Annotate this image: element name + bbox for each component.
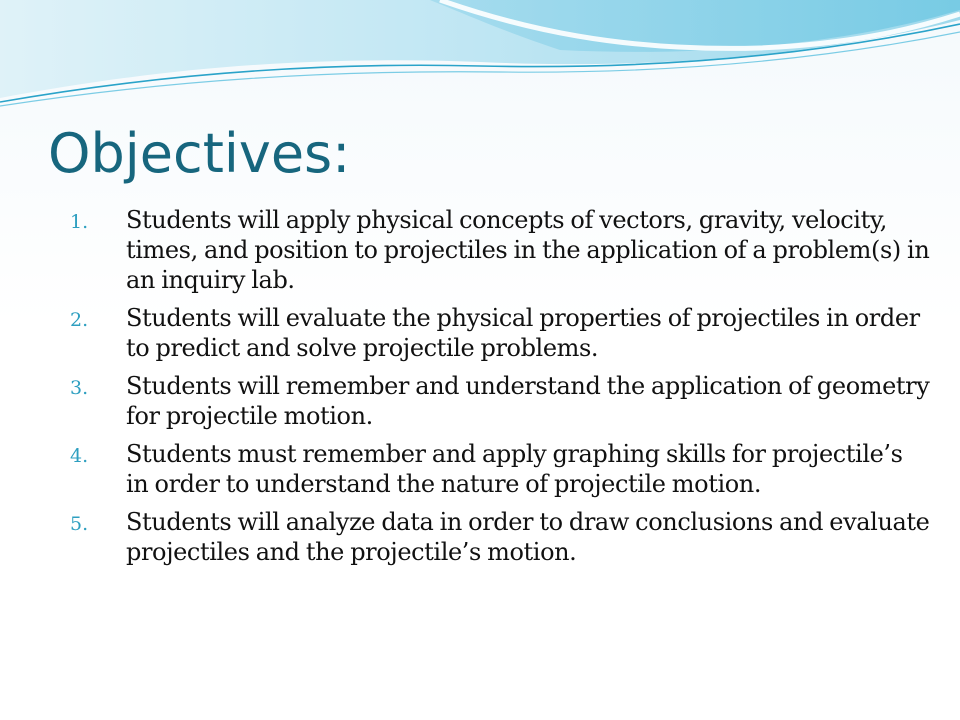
- objective-text: Students will remember and understand the application of geometry for projectile motion.: [126, 372, 930, 430]
- objectives-list: [70, 205, 930, 575]
- objective-item: [70, 439, 930, 499]
- objective-text: Students will apply physical concepts of vectors, gravity, velocity, times, and position to projectiles in the application of a problem(s) in an inquiry lab.: [126, 206, 930, 294]
- slide-title: Objectives:: [48, 122, 351, 185]
- objective-text: Students must remember and apply graphing skills for projectile’s in order to understand the nature of projectile motion.: [126, 440, 903, 498]
- objective-item: [70, 371, 930, 431]
- objective-text: Students will evaluate the physical properties of projectiles in order to predict and solve projectile problems.: [126, 304, 920, 362]
- objective-number: 1.: [70, 211, 89, 233]
- objective-number: 5.: [70, 513, 89, 535]
- objective-item: [70, 205, 930, 295]
- header-wave-decoration: [0, 0, 960, 120]
- objective-number: 2.: [70, 309, 89, 331]
- objective-item: [70, 303, 930, 363]
- objective-text: Students will analyze data in order to draw conclusions and evaluate projectiles and the projectile’s motion.: [126, 508, 930, 566]
- objective-number: 3.: [70, 377, 89, 399]
- objective-number: 4.: [70, 445, 89, 467]
- objective-item: [70, 507, 930, 567]
